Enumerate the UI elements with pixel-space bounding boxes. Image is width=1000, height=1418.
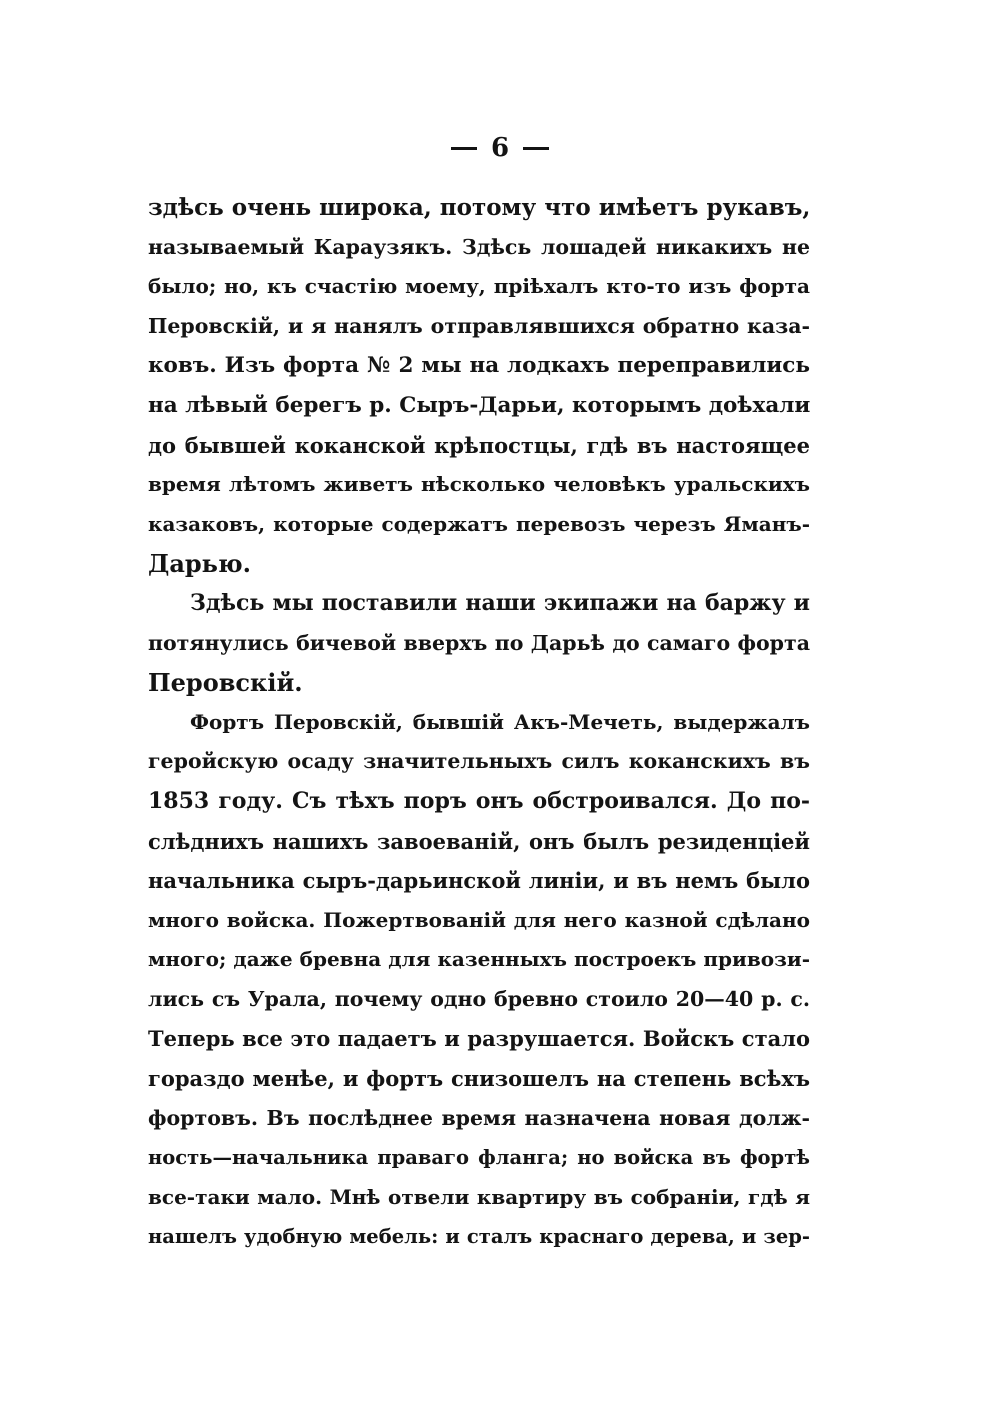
header-dash-left <box>451 147 477 150</box>
text-line: фортовъ. Въ послѣднее время назначена новая долж- <box>148 1105 810 1130</box>
body-text <box>148 188 810 1257</box>
text-line: казаковъ, которые содержатъ перевозъ черезъ Яманъ- <box>148 511 810 536</box>
text-line: гораздо менѣе, и фортъ снизошелъ на степень всѣхъ <box>148 1066 810 1092</box>
text-line: слѣднихъ нашихъ завоеваній, онъ былъ резиденціей <box>148 828 810 854</box>
page-number: 6 <box>490 133 510 163</box>
text-line: нашелъ удобную мебель: и сталъ краснаго дерева, и зер- <box>148 1225 810 1249</box>
paragraph-first-line: Фортъ Перовскій, бывшій Акъ-Мечеть, выдержалъ <box>190 709 810 734</box>
text-line: 1853 году. Съ тѣхъ поръ онъ обстроивался. До по- <box>148 787 810 814</box>
text-line: на лѣвый берегъ р. Сыръ-Дарьи, которымъ доѣхали <box>148 392 811 418</box>
text-line: до бывшей коканской крѣпостцы, гдѣ въ настоящее <box>148 432 810 458</box>
text-line: называемый Караузякъ. Здѣсь лошадей никакихъ не <box>148 234 810 259</box>
text-line: Перовскій. <box>148 668 303 698</box>
text-line: все-таки мало. Мнѣ отвели квартиру въ собраніи, гдѣ я <box>148 1184 810 1209</box>
text-line: ковъ. Изъ форта № 2 мы на лодкахъ переправились <box>148 353 810 379</box>
text-line: много войска. Пожертвованій для него казной сдѣлано <box>148 907 810 932</box>
text-line: время лѣтомъ живетъ нѣсколько человѣкъ уральскихъ <box>148 472 810 497</box>
text-line: здѣсь очень широка, потому что имѣетъ рукавъ, <box>148 194 811 221</box>
text-line: геройскую осаду значительныхъ силъ коканскихъ въ <box>148 749 810 774</box>
text-line: Перовскій, и я нанялъ отправлявшихся обратно каза- <box>148 313 810 338</box>
paragraph-first-line: Здѣсь мы поставили наши экипажи на баржу и <box>190 589 810 616</box>
text-line: Теперь все это падаетъ и разрушается. Войскъ стало <box>148 1026 810 1052</box>
page-header <box>0 128 1000 168</box>
text-line: много; даже бревна для казенныхъ построекъ привози- <box>148 947 810 972</box>
text-line: начальника сыръ-дарьинской линіи, и въ немъ было <box>148 868 810 894</box>
text-line: лись съ Урала, почему одно бревно стоило 20—40 р. с. <box>148 986 810 1011</box>
text-line: было; но, къ счастію моему, пріѣхалъ кто-то изъ форта <box>148 274 810 299</box>
text-line: Дарью. <box>148 549 251 579</box>
text-line: ность—начальника праваго фланга; но войска въ фортѣ <box>148 1146 810 1170</box>
text-line: потянулись бичевой вверхъ по Дарьѣ до самаго форта <box>148 630 810 655</box>
header-dash-right <box>523 147 549 150</box>
